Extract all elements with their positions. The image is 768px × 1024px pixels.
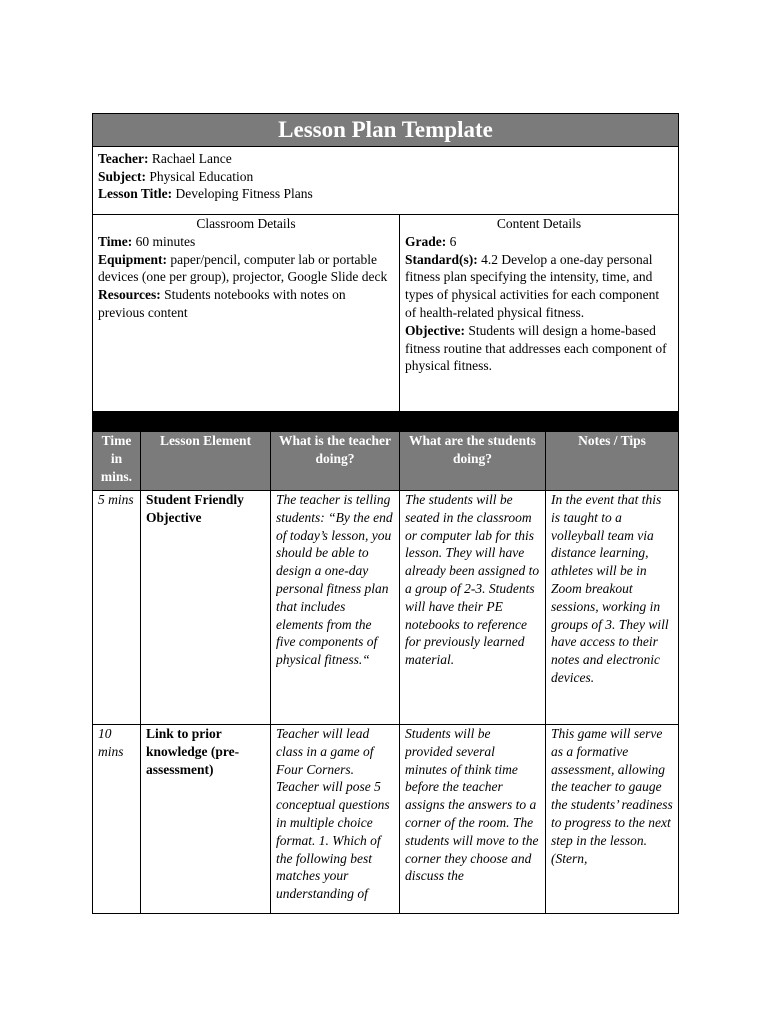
row-time: 5 mins (93, 491, 141, 725)
column-header-students: What are the students doing? (400, 432, 546, 491)
row-teacher (271, 491, 400, 725)
lesson-plan-sheet (92, 113, 678, 914)
column-header-notes: Notes / Tips (546, 432, 679, 491)
time-label: Time: (98, 233, 133, 249)
objective-value: Students will design a home-based fitness routine that addresses each component of physical fitness. (405, 322, 667, 374)
row-element: Link to prior knowledge (pre-assessment) (141, 725, 271, 914)
time-line (98, 233, 394, 251)
grade-value: 6 (449, 233, 457, 249)
row-notes (546, 491, 679, 725)
grade-line (405, 233, 673, 251)
row-students (400, 491, 546, 725)
time-value: 60 minutes (135, 233, 196, 249)
row-notes-text: This game will serve as a formative assessment, allowing the teacher to gauge the students’ readiness to progress to the next step in the lesson. (Stern, (551, 726, 673, 866)
table-row (93, 725, 679, 914)
row-students (400, 725, 546, 914)
column-header-lesson-element: Lesson Element (141, 432, 271, 491)
equipment-label: Equipment: (98, 251, 168, 267)
row-teacher-text: The teacher is telling students: “By the end of today’s lesson, you should be able to design a one-day personal fitness plan that includes elements from the five components of physical fitness.“ (276, 492, 393, 668)
lesson-title-value: Developing Fitness Plans (175, 186, 313, 201)
row-time: 10 mins (93, 725, 141, 914)
classroom-details (93, 215, 400, 412)
section-divider (93, 412, 679, 432)
teacher-label: Teacher: (98, 151, 149, 166)
resources-line (98, 286, 394, 322)
classroom-details-heading: Classroom Details (196, 216, 296, 231)
grade-label: Grade: (405, 233, 447, 249)
row-teacher-text: Teacher will lead class in a game of Four Corners. Teacher will pose 5 conceptual questions in multiple choice format. 1. Which of the following best matches your understanding of (276, 726, 390, 902)
objective-line (405, 322, 673, 375)
subject-value: Physical Education (149, 168, 254, 184)
header-info (93, 147, 679, 215)
lesson-plan-table (92, 113, 679, 914)
row-students-text: Students will be provided several minutes of think time before the teacher assigns the answers to a corner of the room. The students will move to the corner they choose and discuss the (405, 726, 539, 884)
content-details-heading: Content Details (496, 216, 582, 231)
row-teacher (271, 725, 400, 914)
content-details (400, 215, 679, 412)
resources-label: Resources: (98, 287, 161, 303)
resources-value: Students notebooks with notes on previous content (98, 287, 346, 320)
lesson-title-line (98, 185, 673, 203)
subject-label: Subject: (98, 168, 146, 184)
row-notes-text: In the event that this is taught to a volleyball team via distance learning, athletes will be in Zoom breakout sessions, working in groups of 3. They will have access to their notes and electronic devices. (551, 492, 669, 685)
equipment-value: paper/pencil, computer lab or portable devices (one per group), projector, Google Slide deck (98, 251, 388, 285)
teacher-line (98, 150, 673, 168)
teacher-value: Rachael Lance (151, 151, 232, 166)
column-header-teacher: What is the teacher doing? (271, 432, 400, 491)
row-students-text: The students will be seated in the classroom or computer lab for this lesson. They will have already been assigned to a group of 2-3. Students will have their PE notebooks to reference for previously learned material. (405, 492, 540, 668)
objective-label: Objective: (405, 322, 465, 338)
equipment-line (98, 251, 394, 287)
row-element: Student Friendly Objective (141, 491, 271, 725)
lesson-title-label: Lesson Title: (98, 186, 173, 201)
row-notes (546, 725, 679, 914)
document-title: Lesson Plan Template (93, 114, 679, 147)
subject-line (98, 168, 673, 186)
standard-value: 4.2 Develop a one-day personal fitness plan specifying the intensity, time, and types of physical activities for each component of health-related physical fitness. (405, 251, 660, 320)
standard-line (405, 251, 673, 322)
standard-label: Standard(s): (405, 251, 478, 267)
column-header-time: Time in mins. (93, 432, 141, 491)
table-row (93, 491, 679, 725)
